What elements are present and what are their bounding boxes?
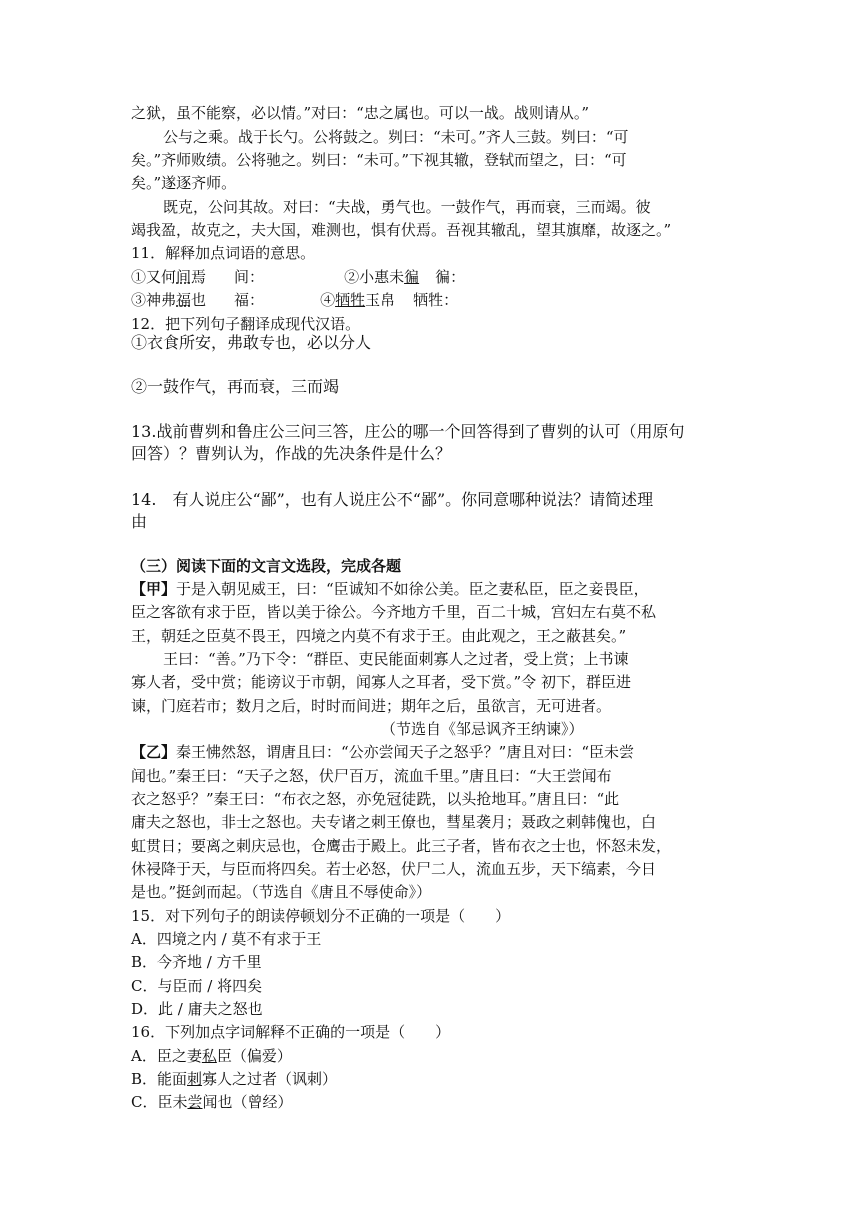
- passage-line: 休祲降于天，与臣而将四矣。若士必怒，伏尸二人，流血五步，天下缟素，今日: [131, 860, 657, 878]
- dotted-key-word: 牺牲: [335, 291, 366, 309]
- passage-line: 谏，门庭若市；数月之后，时时而间进；期年之后，虽欲言，无可进者。: [131, 697, 612, 715]
- option-b: B．今齐地 / 方千里: [131, 953, 262, 971]
- dotted-key-word: 徧: [404, 268, 420, 286]
- item-label: 牺牲：: [413, 291, 459, 309]
- passage-tag: 【乙】: [131, 743, 177, 761]
- dotted-key-word: 福: [176, 291, 192, 309]
- option-b: [131, 1068, 337, 1090]
- passage-line: 臣之客欲有求于臣，皆以美于徐公。今齐地方千里，百二十城，宫妇左右莫不私: [131, 603, 657, 621]
- option-text: A．臣之妻: [131, 1047, 202, 1065]
- question-14-line: 14. 有人说庄公“鄙”，也有人说庄公不“鄙”。你同意哪种说法？请简述理: [131, 490, 654, 509]
- passage-line: 虹贯日；要离之刺庆忌也，仓鹰击于殿上。此三子者，皆布衣之士也，怀怒未发，: [131, 837, 672, 855]
- item-text: 也: [191, 291, 207, 309]
- item-label: 间：: [234, 268, 265, 286]
- dotted-key-word: 尝: [187, 1093, 203, 1111]
- passage-line: 公与之乘。战于长勺。公将鼓之。刿曰：“未可。”齐人三鼓。刿曰：“可: [163, 128, 629, 146]
- option-d: D．此 / 庸夫之怒也: [131, 1000, 263, 1018]
- question-13-line: 13.战前曹刿和鲁庄公三问三答，庄公的哪一个回答得到了曹刿的认可（用原句: [131, 422, 685, 441]
- item-text: ③神弗: [131, 291, 177, 309]
- item-text: ①又何: [131, 268, 177, 286]
- question-11-row: [131, 266, 465, 288]
- passage-source: （节选自《邹忌讽齐王纳谏》）: [381, 720, 584, 738]
- passage-line: [131, 578, 649, 600]
- dotted-key-word: 刺: [187, 1070, 203, 1088]
- item-text: 焉: [191, 268, 207, 286]
- option-text: 闻也（曾经）: [202, 1093, 293, 1111]
- passage-text: 秦王怫然怒，谓唐且曰：“公亦尝闻天子之怒乎？”唐且对曰：“臣未尝: [176, 743, 635, 761]
- passage-line: 闻也。”秦王曰：“天子之怒，伏尸百万，流血千里。”唐且曰：“大王尝闻布: [131, 767, 612, 785]
- question-13-line: 回答）？曹刿认为，作战的先决条件是什么？: [131, 444, 452, 463]
- passage-line: 之狱，虽不能察，必以情。”对曰：“忠之属也。可以一战。战则请从。”: [131, 104, 590, 122]
- passage-line: 既克，公问其故。对曰：“夫战，勇气也。一鼓作气，再而衰，三而竭。彼: [163, 198, 651, 216]
- option-a: A．四境之内 / 莫不有求于王: [131, 930, 322, 948]
- passage-line: 矣。”遂逐齐师。: [131, 174, 237, 192]
- passage-text: 于是入朝见威王，曰：“臣诚知不如徐公美。臣之妻私臣，臣之妾畏臣，: [176, 580, 649, 598]
- question-11-row: [131, 289, 458, 311]
- question-11-title: 11．解释加点词语的意思。: [131, 244, 316, 262]
- option-text: B．能面: [131, 1070, 188, 1088]
- option-a: [131, 1045, 292, 1067]
- dotted-key-word: 间: [176, 268, 192, 286]
- passage-line: 王，朝廷之臣莫不畏王，四境之内莫不有求于王。由此观之，王之蔽甚矣。”: [131, 627, 627, 645]
- passage-tag: 【甲】: [131, 580, 177, 598]
- item-text: ④: [320, 291, 336, 309]
- dotted-key-word: 私: [201, 1047, 217, 1065]
- passage-line: 衣之怒乎？”秦王曰：“布衣之怒，亦免冠徒跣，以头抢地耳。”唐且曰：“此: [131, 790, 620, 808]
- passage-line: 竭我盈，故克之，夫大国，难测也，惧有伏焉。吾视其辙乱，望其旗靡，故逐之。”: [131, 221, 672, 239]
- question-14-line: 由: [131, 512, 148, 531]
- option-text: 寡人之过者（讽刺）: [202, 1070, 338, 1088]
- section-heading: （三）阅读下面的文言文选段，完成各题: [131, 557, 402, 575]
- question-16-title: 16．下列加点字词解释不正确的一项是（ ）: [131, 1023, 451, 1041]
- item-text: ②小惠未: [344, 268, 405, 286]
- passage-line: 庸夫之怒也，非士之怒也。夫专诸之刺王僚也，彗星袭月；聂政之刺韩傀也，白: [131, 813, 657, 831]
- option-text: C．臣未: [131, 1093, 188, 1111]
- passage-line: 矣。”齐师败绩。公将驰之。刿曰：“未可。”下视其辙，登轼而望之，曰：“可: [131, 151, 627, 169]
- option-text: 臣（偏爱）: [216, 1047, 292, 1065]
- passage-line: 是也。”挺剑而起。（节选自《唐且不辱使命》）: [131, 883, 432, 901]
- passage-line: [131, 741, 634, 763]
- option-c: C．与臣而 / 将四矣: [131, 977, 263, 995]
- item-label: 徧：: [435, 268, 466, 286]
- question-12-title: 12．把下列句子翻译成现代汉语。: [131, 315, 361, 333]
- item-text: 玉帛: [365, 291, 396, 309]
- question-15-title: 15．对下列句子的朗读停顿划分不正确的一项是（ ）: [131, 907, 511, 925]
- passage-line: 王曰：“善。”乃下令：“群臣、吏民能面刺寡人之过者，受上赏；上书谏: [163, 650, 629, 668]
- item-label: 福：: [234, 291, 265, 309]
- option-c: [131, 1091, 293, 1113]
- translation-sentence-1: ①衣食所安，弗敢专也，必以分人: [131, 333, 372, 352]
- translation-sentence-2: ②一鼓作气，再而衰，三而竭: [131, 377, 340, 396]
- passage-line: 寡人者，受中赏；能谤议于市朝，闻寡人之耳者，受下赏。”令 初下，群臣进: [131, 673, 631, 691]
